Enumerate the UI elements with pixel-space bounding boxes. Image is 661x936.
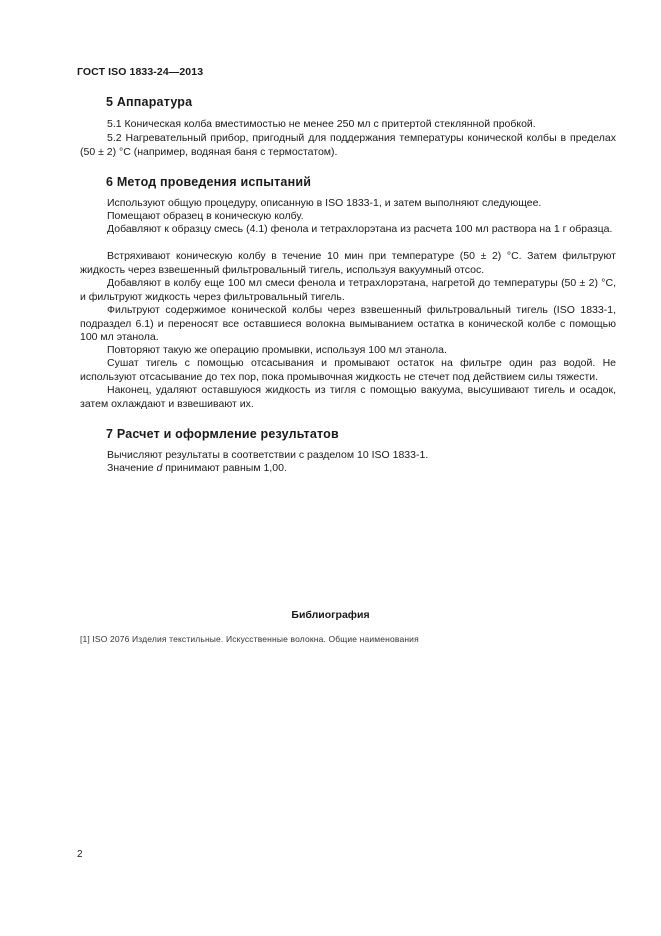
paragraph-6-6: Фильтруют содержимое конической колбы через взвешенный фильтровальный тигель (ISO 1833-1, подраздел 6.1) и переносят все оставшиеся волокна вымыванием остатка в конической колбе с помощью 100 мл этанола. <box>80 304 616 343</box>
bibliography-item: [1] ISO 2076 Изделия текстильные. Искусственные волокна. Общие наименования <box>80 634 419 644</box>
bibliography-title: Библиография <box>291 609 370 621</box>
paragraph-6-3: Добавляют к образцу смесь (4.1) фенола и тетрахлорэтана из расчета 100 мл раствора на 1 г образца. <box>107 223 613 235</box>
paragraph-6-4: Встряхивают коническую колбу в течение 10 мин при температуре (50 ± 2) °С. Затем фильтруют жидкость через взвешенный фильтровальный тигель, используя вакуумный отсос. <box>80 250 616 276</box>
section-5-title: 5 Аппаратура <box>106 95 193 109</box>
paragraph-6-9: Наконец, удаляют оставшуюся жидкость из тигля с помощью вакуума, высушивают тигель и осадок, затем охлаждают и взвешивают их. <box>80 384 616 410</box>
paragraph-5-2: 5.2 Нагревательный прибор, пригодный для поддержания температуры конической колбы в пределах (50 ± 2) °С (например, водяная баня с термостатом). <box>80 132 616 158</box>
paragraph-6-1: Используют общую процедуру, описанную в ISO 1833-1, и затем выполняют следующее. <box>107 197 542 209</box>
section-6-title: 6 Метод проведения испытаний <box>106 175 312 189</box>
paragraph-6-2: Помещают образец в коническую колбу. <box>107 210 304 222</box>
paragraph-6-7: Повторяют такую же операцию промывки, используя 100 мл этанола. <box>107 344 447 356</box>
paragraph-6-5: Добавляют в колбу еще 100 мл смеси фенола и тетрахлорэтана, нагретой до температуры (50 ± 2) °С, и фильтруют жидкость через фильтровальный тигель. <box>80 277 616 303</box>
paragraph-6-8: Сушат тигель с помощью отсасывания и промывают остаток на фильтре один раз водой. Не используют отсасывание до тех пор, пока промывочная жидкость не стечет под действием силы тяжести. <box>80 357 616 383</box>
page-number: 2 <box>77 849 83 860</box>
document-header: ГОСТ ISO 1833-24—2013 <box>77 66 204 78</box>
paragraph-7-2: Значение d принимают равным 1,00. <box>107 462 287 474</box>
paragraph-5-1: 5.1 Коническая колба вместимостью не менее 250 мл с притертой стеклянной пробкой. <box>107 118 536 130</box>
section-7-title: 7 Расчет и оформление результатов <box>106 427 339 441</box>
paragraph-7-1: Вычисляют результаты в соответствии с разделом 10 ISO 1833-1. <box>107 449 429 461</box>
